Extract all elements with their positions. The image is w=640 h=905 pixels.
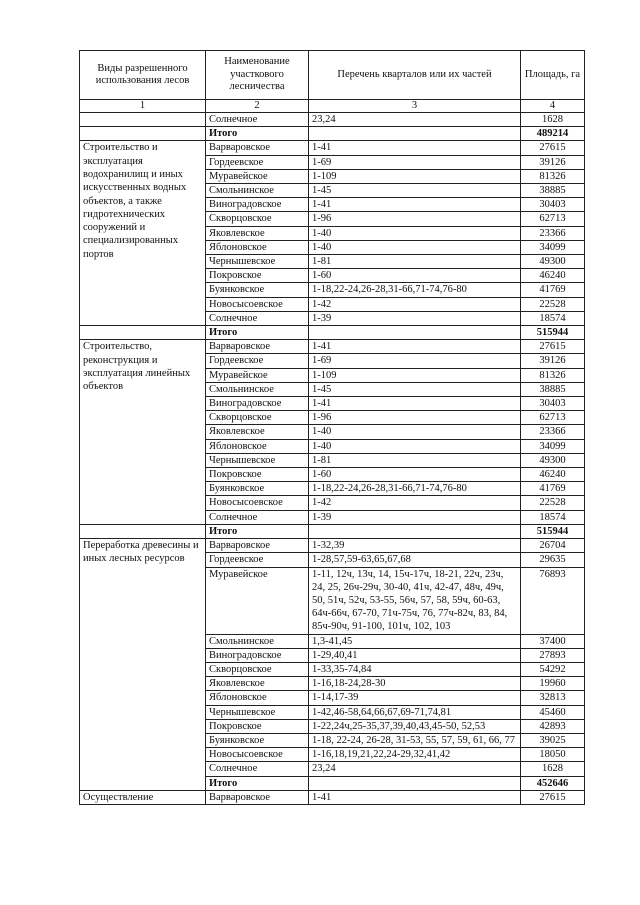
area-cell: 22528 xyxy=(521,297,585,311)
area-cell: 39126 xyxy=(521,155,585,169)
forestry-name-cell: Яковлевское xyxy=(206,425,309,439)
use-type-cell: Переработка древесины и иных лесных ресурсов xyxy=(80,539,206,791)
table-row xyxy=(80,340,585,354)
area-cell: 23366 xyxy=(521,425,585,439)
use-type-cell xyxy=(80,113,206,127)
forest-use-table xyxy=(79,50,585,805)
area-cell: 19960 xyxy=(521,677,585,691)
forestry-name-cell: Скворцовское xyxy=(206,411,309,425)
forestry-name-cell: Муравейское xyxy=(206,368,309,382)
forestry-name-cell: Виноградовское xyxy=(206,397,309,411)
quarters-cell: 1-16,18-24,28-30 xyxy=(309,677,521,691)
quarters-cell: 1-109 xyxy=(309,368,521,382)
header-forestry-name: Наименование участкового лесничества xyxy=(206,51,309,100)
quarters-cell: 1-60 xyxy=(309,269,521,283)
total-row xyxy=(80,524,585,538)
area-cell: 27893 xyxy=(521,648,585,662)
area-cell: 30403 xyxy=(521,198,585,212)
forestry-name-cell: Виноградовское xyxy=(206,198,309,212)
area-cell: 41769 xyxy=(521,283,585,297)
forestry-name-cell: Смольнинское xyxy=(206,382,309,396)
area-cell: 452646 xyxy=(521,776,585,790)
forestry-name-cell: Чернышевское xyxy=(206,453,309,467)
quarters-cell: 1-60 xyxy=(309,468,521,482)
area-cell: 81326 xyxy=(521,169,585,183)
quarters-cell: 1-16,18,19,21,22,24-29,32,41,42 xyxy=(309,748,521,762)
quarters-cell: 1-45 xyxy=(309,382,521,396)
area-cell: 46240 xyxy=(521,269,585,283)
quarters-cell: 1-22,24ч,25-35,37,39,40,43,45-50, 52,53 xyxy=(309,719,521,733)
area-cell: 38885 xyxy=(521,382,585,396)
forestry-name-cell: Буянковское xyxy=(206,482,309,496)
area-cell: 42893 xyxy=(521,719,585,733)
column-number: 1 xyxy=(80,100,206,113)
quarters-cell: 1-18, 22-24, 26-28, 31-53, 55, 57, 59, 61, 66, 77 xyxy=(309,733,521,747)
quarters-cell: 1-40 xyxy=(309,226,521,240)
quarters-cell: 1-45 xyxy=(309,184,521,198)
area-cell: 49300 xyxy=(521,255,585,269)
table-body xyxy=(80,113,585,805)
use-type-cell: Строительство и эксплуатация водохранилищ и иных искусственных водных объектов, а также гидротехнических сооружений и специализированных портов xyxy=(80,141,206,326)
column-number-row xyxy=(80,100,585,113)
quarters-cell: 1-96 xyxy=(309,212,521,226)
area-cell: 27615 xyxy=(521,790,585,804)
quarters-cell: 23,24 xyxy=(309,762,521,776)
area-cell: 32813 xyxy=(521,691,585,705)
forestry-name-cell: Муравейское xyxy=(206,567,309,634)
table-row xyxy=(80,790,585,804)
forestry-name-cell: Новосысоевское xyxy=(206,297,309,311)
area-cell: 62713 xyxy=(521,212,585,226)
forestry-name-cell: Скворцовское xyxy=(206,212,309,226)
use-type-cell xyxy=(80,524,206,538)
area-cell: 34099 xyxy=(521,439,585,453)
forestry-name-cell: Яковлевское xyxy=(206,226,309,240)
table-row xyxy=(80,141,585,155)
header-row xyxy=(80,51,585,100)
forestry-name-cell: Новосысоевское xyxy=(206,496,309,510)
header-use-type: Виды разрешенного использования лесов xyxy=(80,51,206,100)
forestry-name-cell: Скворцовское xyxy=(206,662,309,676)
forestry-name-cell: Гордеевское xyxy=(206,155,309,169)
area-cell: 29635 xyxy=(521,553,585,567)
area-cell: 37400 xyxy=(521,634,585,648)
header-area: Площадь, га xyxy=(521,51,585,100)
area-cell: 1628 xyxy=(521,113,585,127)
header-quarters-list: Перечень кварталов или их частей xyxy=(309,51,521,100)
area-cell: 22528 xyxy=(521,496,585,510)
forestry-name-cell: Итого xyxy=(206,776,309,790)
quarters-cell: 1-96 xyxy=(309,411,521,425)
quarters-cell: 1-11, 12ч, 13ч, 14, 15ч-17ч, 18-21, 22ч, 23ч, 24, 25, 26ч-29ч, 30-40, 41ч, 42-47, 48ч, 49ч, 50, 51ч, 52ч, 53-55, 56ч, 57, 58, 59ч, 60-63, 64ч-66ч, 67-70, 71ч-75ч, 76, 77ч-82ч, 83, 84, 85ч-90ч, 91-100, 101ч, 102, 103 xyxy=(309,567,521,634)
area-cell: 49300 xyxy=(521,453,585,467)
quarters-cell: 1-29,40,41 xyxy=(309,648,521,662)
use-type-cell xyxy=(80,127,206,141)
forestry-name-cell: Чернышевское xyxy=(206,255,309,269)
quarters-cell: 1-40 xyxy=(309,439,521,453)
area-cell: 489214 xyxy=(521,127,585,141)
area-cell: 34099 xyxy=(521,240,585,254)
forestry-name-cell: Варваровское xyxy=(206,141,309,155)
quarters-cell: 1,3-41,45 xyxy=(309,634,521,648)
quarters-cell: 1-28,57,59-63,65,67,68 xyxy=(309,553,521,567)
forestry-name-cell: Буянковское xyxy=(206,283,309,297)
area-cell: 515944 xyxy=(521,326,585,340)
forestry-name-cell: Варваровское xyxy=(206,790,309,804)
area-cell: 23366 xyxy=(521,226,585,240)
quarters-cell: 1-18,22-24,26-28,31-66,71-74,76-80 xyxy=(309,482,521,496)
forestry-name-cell: Солнечное xyxy=(206,510,309,524)
forestry-name-cell: Смольнинское xyxy=(206,634,309,648)
forestry-name-cell: Итого xyxy=(206,326,309,340)
quarters-cell: 1-42 xyxy=(309,297,521,311)
area-cell: 18050 xyxy=(521,748,585,762)
area-cell: 62713 xyxy=(521,411,585,425)
column-number: 2 xyxy=(206,100,309,113)
quarters-cell: 23,24 xyxy=(309,113,521,127)
total-row xyxy=(80,127,585,141)
area-cell: 41769 xyxy=(521,482,585,496)
quarters-cell: 1-109 xyxy=(309,169,521,183)
forestry-name-cell: Буянковское xyxy=(206,733,309,747)
area-cell: 1628 xyxy=(521,762,585,776)
forestry-name-cell: Гордеевское xyxy=(206,354,309,368)
quarters-cell: 1-18,22-24,26-28,31-66,71-74,76-80 xyxy=(309,283,521,297)
quarters-cell: 1-41 xyxy=(309,397,521,411)
area-cell: 54292 xyxy=(521,662,585,676)
forestry-name-cell: Итого xyxy=(206,524,309,538)
quarters-cell: 1-41 xyxy=(309,141,521,155)
area-cell: 26704 xyxy=(521,539,585,553)
area-cell: 39025 xyxy=(521,733,585,747)
forestry-name-cell: Солнечное xyxy=(206,311,309,325)
forestry-name-cell: Итого xyxy=(206,127,309,141)
quarters-cell: 1-39 xyxy=(309,311,521,325)
forestry-name-cell: Виноградовское xyxy=(206,648,309,662)
quarters-cell: 1-81 xyxy=(309,453,521,467)
quarters-cell: 1-40 xyxy=(309,240,521,254)
area-cell: 76893 xyxy=(521,567,585,634)
quarters-cell: 1-32,39 xyxy=(309,539,521,553)
quarters-cell xyxy=(309,776,521,790)
forestry-name-cell: Яблоновское xyxy=(206,240,309,254)
table-row xyxy=(80,113,585,127)
area-cell: 18574 xyxy=(521,510,585,524)
forestry-name-cell: Яковлевское xyxy=(206,677,309,691)
area-cell: 46240 xyxy=(521,468,585,482)
quarters-cell: 1-41 xyxy=(309,198,521,212)
forestry-name-cell: Муравейское xyxy=(206,169,309,183)
area-cell: 30403 xyxy=(521,397,585,411)
forestry-name-cell: Яблоновское xyxy=(206,439,309,453)
quarters-cell: 1-40 xyxy=(309,425,521,439)
forestry-name-cell: Смольнинское xyxy=(206,184,309,198)
quarters-cell: 1-42 xyxy=(309,496,521,510)
forestry-name-cell: Варваровское xyxy=(206,340,309,354)
area-cell: 515944 xyxy=(521,524,585,538)
quarters-cell: 1-39 xyxy=(309,510,521,524)
quarters-cell: 1-69 xyxy=(309,354,521,368)
use-type-cell: Осуществление xyxy=(80,790,206,804)
column-number: 3 xyxy=(309,100,521,113)
forestry-name-cell: Чернышевское xyxy=(206,705,309,719)
area-cell: 45460 xyxy=(521,705,585,719)
table-row xyxy=(80,539,585,553)
area-cell: 27615 xyxy=(521,141,585,155)
total-row xyxy=(80,326,585,340)
quarters-cell: 1-33,35-74,84 xyxy=(309,662,521,676)
use-type-cell xyxy=(80,326,206,340)
area-cell: 81326 xyxy=(521,368,585,382)
quarters-cell xyxy=(309,326,521,340)
quarters-cell: 1-41 xyxy=(309,340,521,354)
forestry-name-cell: Варваровское xyxy=(206,539,309,553)
column-number: 4 xyxy=(521,100,585,113)
forestry-name-cell: Покровское xyxy=(206,719,309,733)
area-cell: 39126 xyxy=(521,354,585,368)
quarters-cell: 1-69 xyxy=(309,155,521,169)
area-cell: 27615 xyxy=(521,340,585,354)
quarters-cell: 1-14,17-39 xyxy=(309,691,521,705)
quarters-cell: 1-41 xyxy=(309,790,521,804)
use-type-cell: Строительство, реконструкция и эксплуатация линейных объектов xyxy=(80,340,206,525)
quarters-cell xyxy=(309,524,521,538)
quarters-cell xyxy=(309,127,521,141)
area-cell: 38885 xyxy=(521,184,585,198)
quarters-cell: 1-42,46-58,64,66,67,69-71,74,81 xyxy=(309,705,521,719)
forestry-name-cell: Покровское xyxy=(206,269,309,283)
forestry-name-cell: Солнечное xyxy=(206,113,309,127)
quarters-cell: 1-81 xyxy=(309,255,521,269)
area-cell: 18574 xyxy=(521,311,585,325)
forestry-name-cell: Солнечное xyxy=(206,762,309,776)
forestry-name-cell: Яблоновское xyxy=(206,691,309,705)
forestry-name-cell: Покровское xyxy=(206,468,309,482)
forestry-name-cell: Новосысоевское xyxy=(206,748,309,762)
forestry-name-cell: Гордеевское xyxy=(206,553,309,567)
